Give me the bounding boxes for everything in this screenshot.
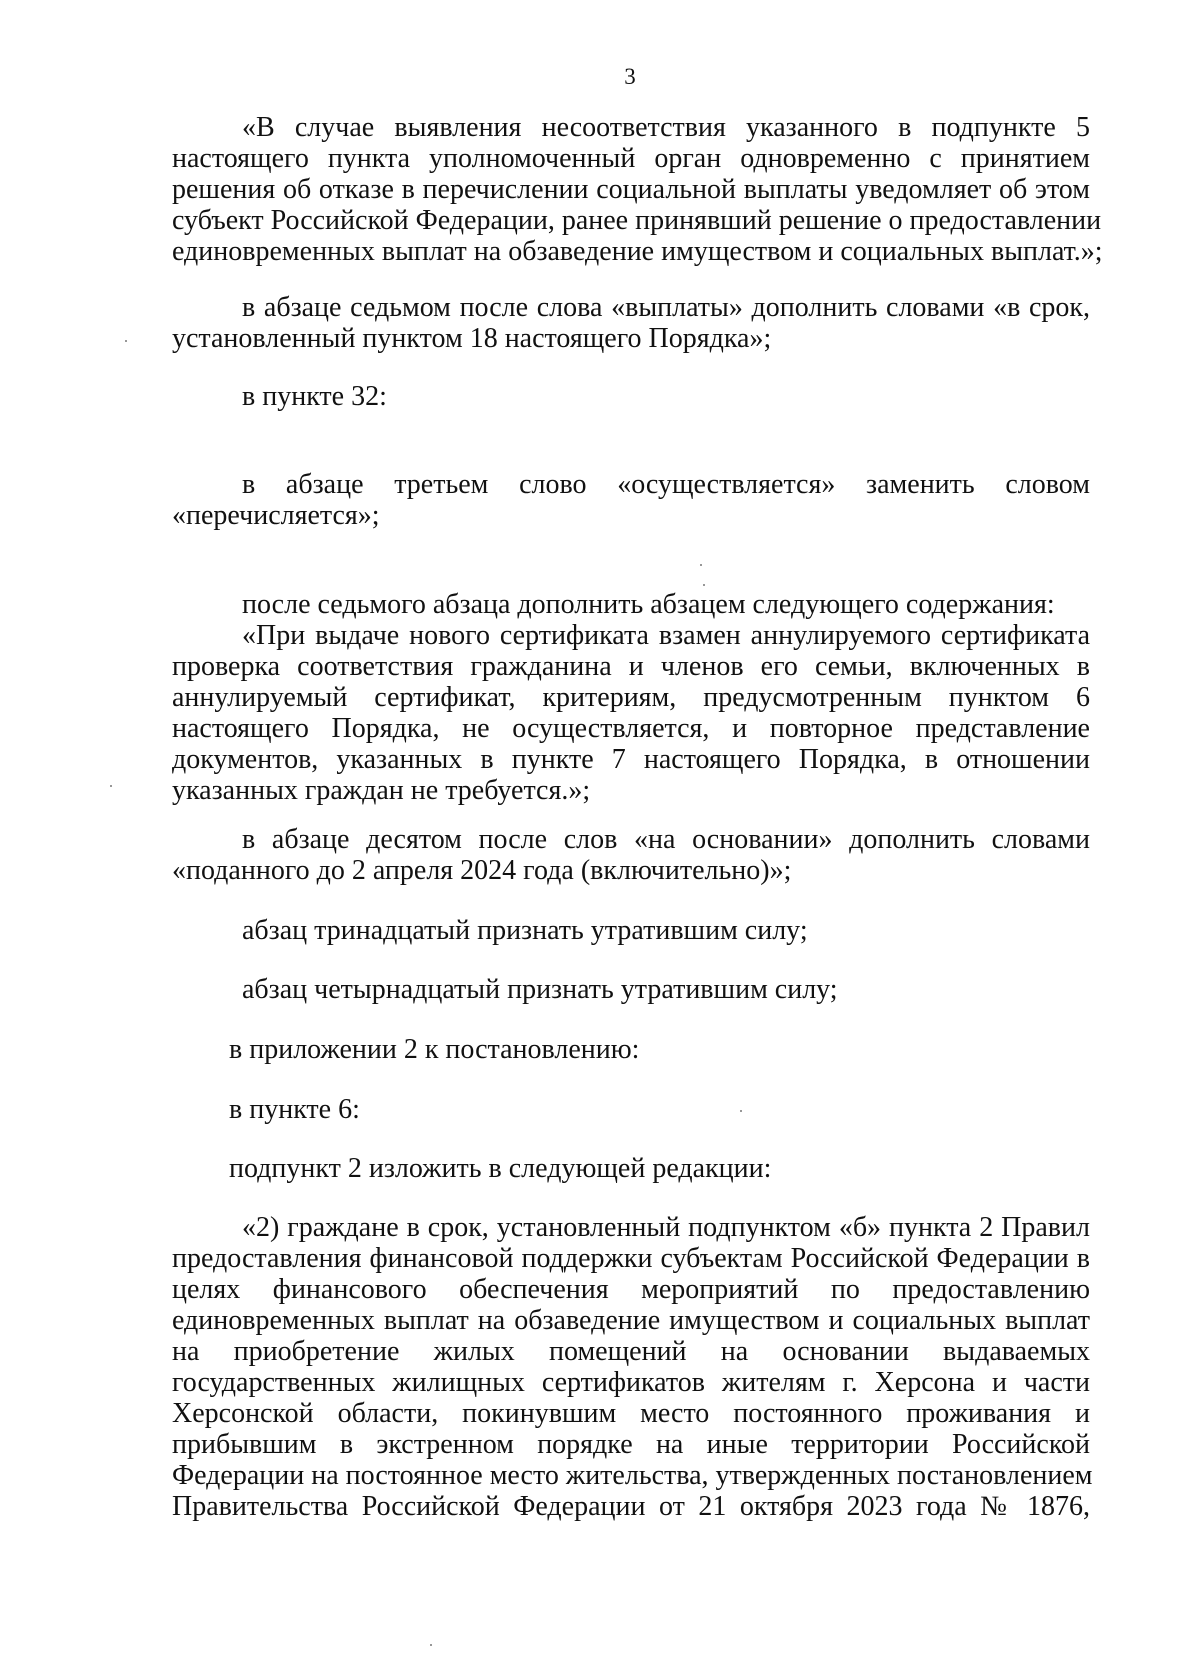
paragraph-line: «При выдаче нового сертификата взамен аннулируемого сертификата <box>242 620 1090 651</box>
paragraph-8: абзац тринадцатый признать утратившим силу; <box>242 915 808 946</box>
paragraph-line: в абзаце третьем слово «осуществляется» заменить словом <box>242 469 1090 500</box>
paragraph-6 <box>172 620 1090 806</box>
paragraph-9: абзац четырнадцатый признать утратившим силу; <box>242 974 838 1005</box>
paragraph-12: подпункт 2 изложить в следующей редакции: <box>229 1153 772 1184</box>
scan-speck <box>430 1644 432 1646</box>
paragraph-line: Федерации на постоянное место жительства, утвержденных постановлением <box>172 1460 1093 1491</box>
paragraph-2 <box>172 292 1090 354</box>
paragraph-line: субъект Российской Федерации, ранее принявший решение о предоставлении <box>172 205 1102 236</box>
paragraph-line: документов, указанных в пункте 7 настоящего Порядка, в отношении <box>172 744 1090 775</box>
paragraph-line: единовременных выплат на обзаведение имуществом и социальных выплат <box>172 1305 1090 1336</box>
paragraph-3: в пункте 32: <box>242 381 387 412</box>
paragraph-4 <box>172 469 1090 531</box>
paragraph-line: на приобретение жилых помещений на основании выдаваемых <box>172 1336 1090 1367</box>
paragraph-line: государственных жилищных сертификатов жителям г. Херсона и части <box>172 1367 1090 1398</box>
paragraph-line: аннулируемый сертификат, критериям, предусмотренным пунктом 6 <box>172 682 1090 713</box>
paragraph-line: установленный пунктом 18 настоящего Порядка»; <box>172 323 772 354</box>
paragraph-10: в приложении 2 к постановлению: <box>229 1034 640 1065</box>
paragraph-11: в пункте 6: <box>229 1094 360 1125</box>
scan-speck <box>125 340 127 342</box>
paragraph-5: после седьмого абзаца дополнить абзацем следующего содержания: <box>242 589 1055 620</box>
paragraph-line: настоящего Порядка, не осуществляется, и повторное представление <box>172 713 1090 744</box>
paragraph-7 <box>172 824 1090 886</box>
paragraph-1 <box>172 112 1103 267</box>
paragraph-line: Правительства Российской Федерации от 21 октября 2023 года № 1876, <box>172 1491 1090 1522</box>
paragraph-line: прибывшим в экстренном порядке на иные территории Российской <box>172 1429 1090 1460</box>
scan-speck <box>110 785 112 787</box>
paragraph-line: «перечисляется»; <box>172 500 380 531</box>
scan-speck <box>700 564 702 566</box>
paragraph-line: «В случае выявления несоответствия указанного в подпункте 5 <box>242 112 1090 143</box>
paragraph-line: целях финансового обеспечения мероприятий по предоставлению <box>172 1274 1090 1305</box>
paragraph-line: «2) граждане в срок, установленный подпунктом «б» пункта 2 Правил <box>242 1212 1090 1243</box>
paragraph-line: единовременных выплат на обзаведение имуществом и социальных выплат.»; <box>172 236 1103 267</box>
paragraph-13 <box>172 1212 1093 1522</box>
paragraph-line: в абзаце десятом после слов «на основании» дополнить словами <box>242 824 1090 855</box>
paragraph-line: решения об отказе в перечислении социальной выплаты уведомляет об этом <box>172 174 1090 205</box>
paragraph-line: предоставления финансовой поддержки субъектам Российской Федерации в <box>172 1243 1090 1274</box>
paragraph-line: Херсонской области, покинувшим место постоянного проживания и <box>172 1398 1090 1429</box>
paragraph-line: указанных граждан не требуется.»; <box>172 775 591 806</box>
paragraph-line: настоящего пункта уполномоченный орган одновременно с принятием <box>172 143 1090 174</box>
scan-speck <box>703 584 705 586</box>
page-number: 3 <box>624 64 636 89</box>
paragraph-line: в абзаце седьмом после слова «выплаты» дополнить словами «в срок, <box>242 292 1090 323</box>
paragraph-line: «поданного до 2 апреля 2024 года (включительно)»; <box>172 855 792 886</box>
paragraph-line: проверка соответствия гражданина и членов его семьи, включенных в <box>172 651 1090 682</box>
scan-speck <box>740 1110 742 1112</box>
